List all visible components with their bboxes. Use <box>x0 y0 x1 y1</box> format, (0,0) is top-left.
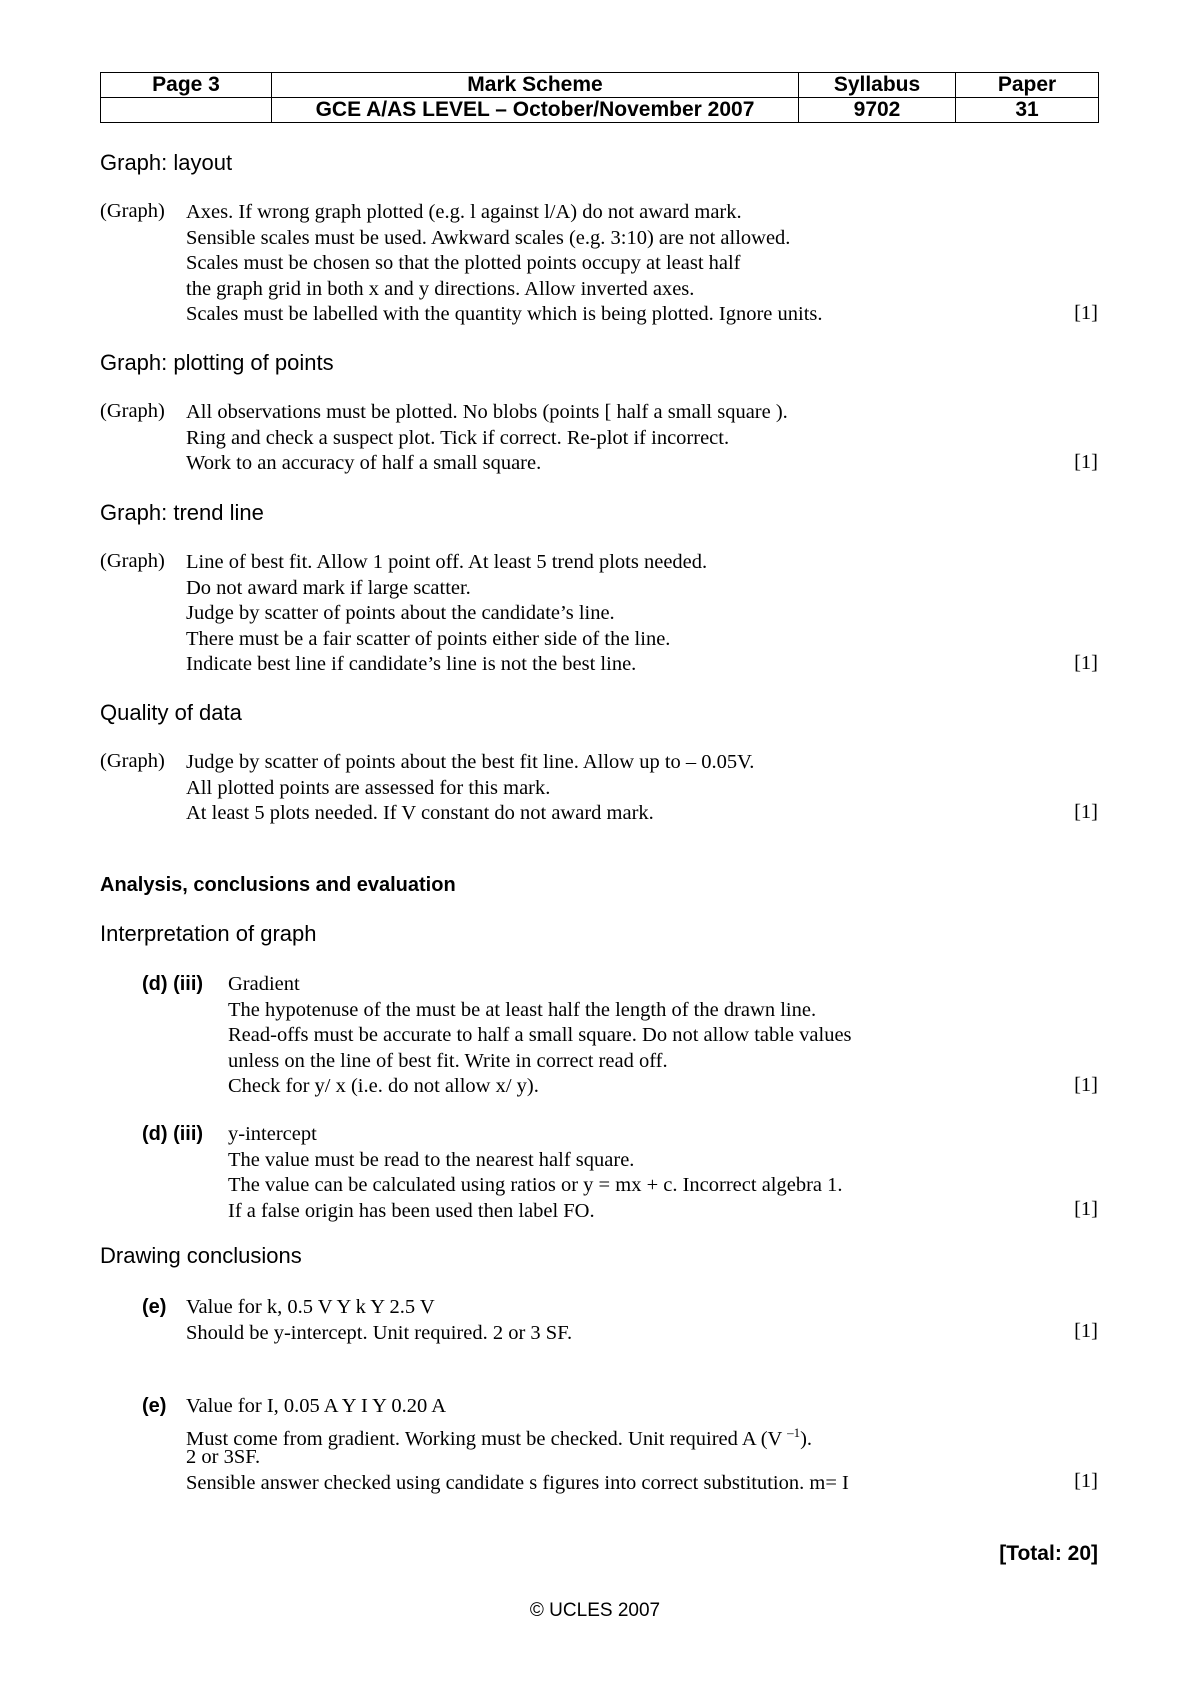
text-line: Value for I, 0.05 A Y I Y 0.20 A <box>186 1395 447 1417</box>
header-paper: 31 <box>956 98 1099 123</box>
text-line: Work to an accuracy of half a small square. <box>186 452 542 474</box>
text-line: unless on the line of best fit. Write in correct read off. <box>228 1049 668 1072</box>
graph-tag: (Graph) <box>100 200 165 222</box>
text-line: Judge by scatter of points about the candidate’s line. <box>186 602 615 624</box>
text-line: Ring and check a suspect plot. Tick if correct. Re-plot if incorrect. <box>186 426 730 449</box>
header-page: Page 3 <box>101 73 272 98</box>
header-empty-cell <box>101 98 272 123</box>
text-line: 2 or 3SF. <box>186 1446 261 1468</box>
text-line: All plotted points are assessed for this mark. <box>186 776 551 799</box>
header-paper-label: Paper <box>956 73 1099 98</box>
text-line: Read-offs must be accurate to half a small square. Do not allow table values <box>228 1024 852 1046</box>
section-heading-plotting: Graph: plotting of points <box>100 350 334 375</box>
text-line: At least 5 plots needed. If V constant do not award mark. <box>186 802 654 824</box>
mark-value: [1] <box>1074 801 1098 823</box>
text-line: The value can be calculated using ratios or y = mx + c. Incorrect algebra 1. <box>228 1174 843 1196</box>
text-line: Line of best fit. Allow 1 point off. At least 5 trend plots needed. <box>186 551 708 573</box>
text-line: Sensible answer checked using candidate s figures into correct substitution. m= I <box>186 1471 849 1494</box>
text-line: Judge by scatter of points about the best fit line. Allow up to – 0.05V. <box>186 751 755 773</box>
question-number: (d) (iii) <box>142 973 204 995</box>
footer-copyright: © UCLES 2007 <box>529 1600 661 1621</box>
section-heading-layout: Graph: layout <box>100 150 233 175</box>
mark-value: [1] <box>1074 1470 1098 1492</box>
text-line: the graph grid in both x and y directions. Allow inverted axes. <box>186 277 695 300</box>
header-syllabus-label: Syllabus <box>799 73 956 98</box>
section-heading-trend: Graph: trend line <box>100 500 264 525</box>
header-mark-scheme: Mark Scheme <box>272 73 799 98</box>
text-line: Should be y-intercept. Unit required. 2 or 3 SF. <box>186 1321 573 1344</box>
text-line: y-intercept <box>228 1123 317 1145</box>
mark-value: [1] <box>1074 1198 1098 1220</box>
superscript: –1 <box>787 1424 801 1440</box>
graph-tag: (Graph) <box>100 550 165 572</box>
text-line: The hypotenuse of the must be at least half the length of the drawn line. <box>228 998 817 1021</box>
header-exam: GCE A/AS LEVEL – October/November 2007 <box>272 98 799 123</box>
graph-tag: (Graph) <box>100 400 165 422</box>
text-line: If a false origin has been used then label FO. <box>228 1199 595 1222</box>
text-line: Check for y/ x (i.e. do not allow x/ y). <box>228 1075 539 1097</box>
text-line: Axes. If wrong graph plotted (e.g. l against l/A) do not award mark. <box>186 201 742 223</box>
question-number: (d) (iii) <box>142 1123 204 1145</box>
text-line: The value must be read to the nearest half square. <box>228 1148 635 1171</box>
text-line: Gradient <box>228 973 300 995</box>
mark-value: [1] <box>1074 1074 1098 1096</box>
question-number: (e) <box>142 1296 167 1318</box>
text-line: Scales must be chosen so that the plotted points occupy at least half <box>186 252 741 274</box>
text-line: Sensible scales must be used. Awkward scales (e.g. 3:10) are not allowed. <box>186 226 791 249</box>
text-fragment: ). <box>800 1427 813 1450</box>
header-syllabus: 9702 <box>799 98 956 123</box>
text-line: Indicate best line if candidate’s line is not the best line. <box>186 653 637 675</box>
section-heading-analysis: Analysis, conclusions and evaluation <box>100 874 456 896</box>
text-line: All observations must be plotted. No blobs (points [ half a small square ). <box>186 401 788 423</box>
mark-value: [1] <box>1074 302 1098 324</box>
total-marks: [Total: 20] <box>999 1542 1098 1565</box>
section-heading-interpretation: Interpretation of graph <box>100 921 317 946</box>
text-line: Do not award mark if large scatter. <box>186 576 471 599</box>
section-heading-drawing: Drawing conclusions <box>100 1243 302 1268</box>
text-line: There must be a fair scatter of points either side of the line. <box>186 627 671 650</box>
text-fragment: Must come from gradient. Working must be checked. Unit required A (V <box>186 1427 788 1450</box>
text-line: Value for k, 0.5 V Y k Y 2.5 V <box>186 1296 435 1318</box>
text-line: Scales must be labelled with the quantity which is being plotted. Ignore units. <box>186 303 823 325</box>
mark-value: [1] <box>1074 652 1098 674</box>
section-heading-quality: Quality of data <box>100 700 242 725</box>
header-table <box>100 72 1099 123</box>
mark-value: [1] <box>1074 1320 1098 1342</box>
mark-value: [1] <box>1074 451 1098 473</box>
graph-tag: (Graph) <box>100 750 165 772</box>
text-line <box>186 1420 849 1450</box>
question-number: (e) <box>142 1395 167 1417</box>
